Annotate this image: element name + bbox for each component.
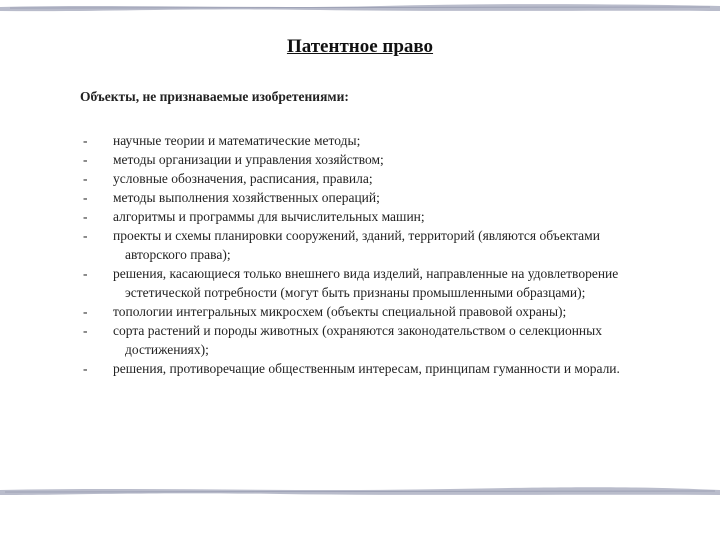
bullet-dash: - [83,266,88,281]
list-item-text: решения, противоречащие общественным интересам, принципам гуманности и морали. [113,361,620,376]
bullet-dash: - [83,190,88,205]
bullet-dash: - [83,323,88,338]
list-item [80,264,660,302]
list-item [80,302,660,321]
list-item [80,321,660,359]
bullet-dash: - [83,152,88,167]
slide-subtitle: Объекты, не признаваемые изобретениями: [80,89,349,104]
bullet-dash: - [83,209,88,224]
list-item-text: методы организации и управления хозяйством; [113,152,384,167]
exclusions-list [80,131,660,378]
bullet-dash: - [83,171,88,186]
slide-title: Патентное право [286,36,434,57]
bullet-dash: - [83,304,88,319]
list-item [80,150,660,169]
list-item-text: проекты и схемы планировки сооружений, зданий, территорий (являются объектами авторского права); [113,228,600,262]
top-brush-stroke [0,0,720,18]
list-item-text: научные теории и математические методы; [113,133,361,148]
list-item [80,131,660,150]
bottom-brush-stroke [0,482,720,500]
bullet-dash: - [83,228,88,243]
list-item-text: сорта растений и породы животных (охраняются законодательством о селекционных достижениях); [113,323,602,357]
list-item-text: решения, касающиеся только внешнего вида изделий, направленные на удовлетворение эстетической потребности (могут быть признаны промышленными образцами); [113,266,619,300]
list-item-text: алгоритмы и программы для вычислительных машин; [113,209,425,224]
list-item [80,188,660,207]
bullet-dash: - [83,133,88,148]
list-item [80,359,660,378]
list-item [80,207,660,226]
list-item [80,169,660,188]
list-item [80,226,660,264]
bullet-dash: - [83,361,88,376]
list-item-text: условные обозначения, расписания, правила; [113,171,373,186]
list-item-text: топологии интегральных микросхем (объекты специальной правовой охраны); [113,304,567,319]
list-item-text: методы выполнения хозяйственных операций; [113,190,380,205]
